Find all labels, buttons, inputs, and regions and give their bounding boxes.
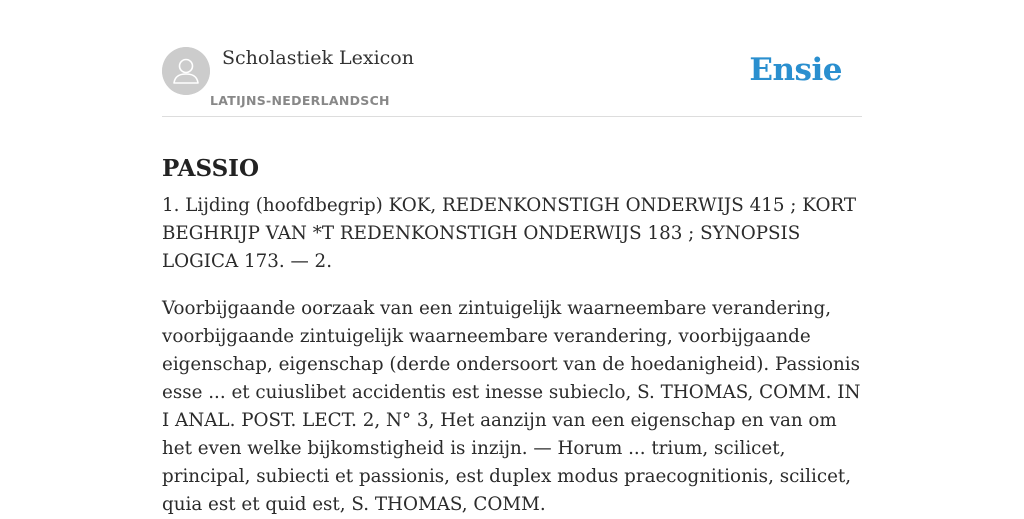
page — [162, 0, 862, 515]
brand-logo[interactable]: Ensie — [749, 52, 842, 88]
header — [162, 0, 862, 117]
definition-paragraph: 1. Lijding (hoofdbegrip) KOK, REDENKONSTIGH ONDERWIJS 415 ; KORT BEGHRIJP VAN *T REDENKONSTIGH ONDERWIJS 183 ; SYNOPSIS LOGICA 173. — 2. — [162, 195, 857, 272]
user-avatar-icon[interactable] — [162, 47, 210, 95]
definition-paragraph: Voorbijgaande oorzaak van een zintuigelijk waarneembare verandering, voorbijgaande zintuigelijk waarneembare verandering, voorbijgaande eigenschap, eigenschap (derde ondersoort van de hoedanigheid). Passionis esse ... et cuiuslibet accidentis est inesse subieclo, S. THOMAS, COMM. IN I ANAL. POST. LECT. 2, N° 3, Het aanzijn van een eigenschap en van om het even welke bijkomstigheid is inzijn. — Horum ... trium, scilicet, principal, subiecti et passionis, est duplex modus praecognitionis, scilicet, quia est et quid est, S. THOMAS, COMM. — [162, 298, 861, 515]
site-subtitle: LATIJNS-NEDERLANDSCH — [210, 93, 390, 108]
entry-title: PASSIO — [162, 155, 259, 183]
site-title[interactable]: Scholastiek Lexicon — [222, 47, 414, 69]
